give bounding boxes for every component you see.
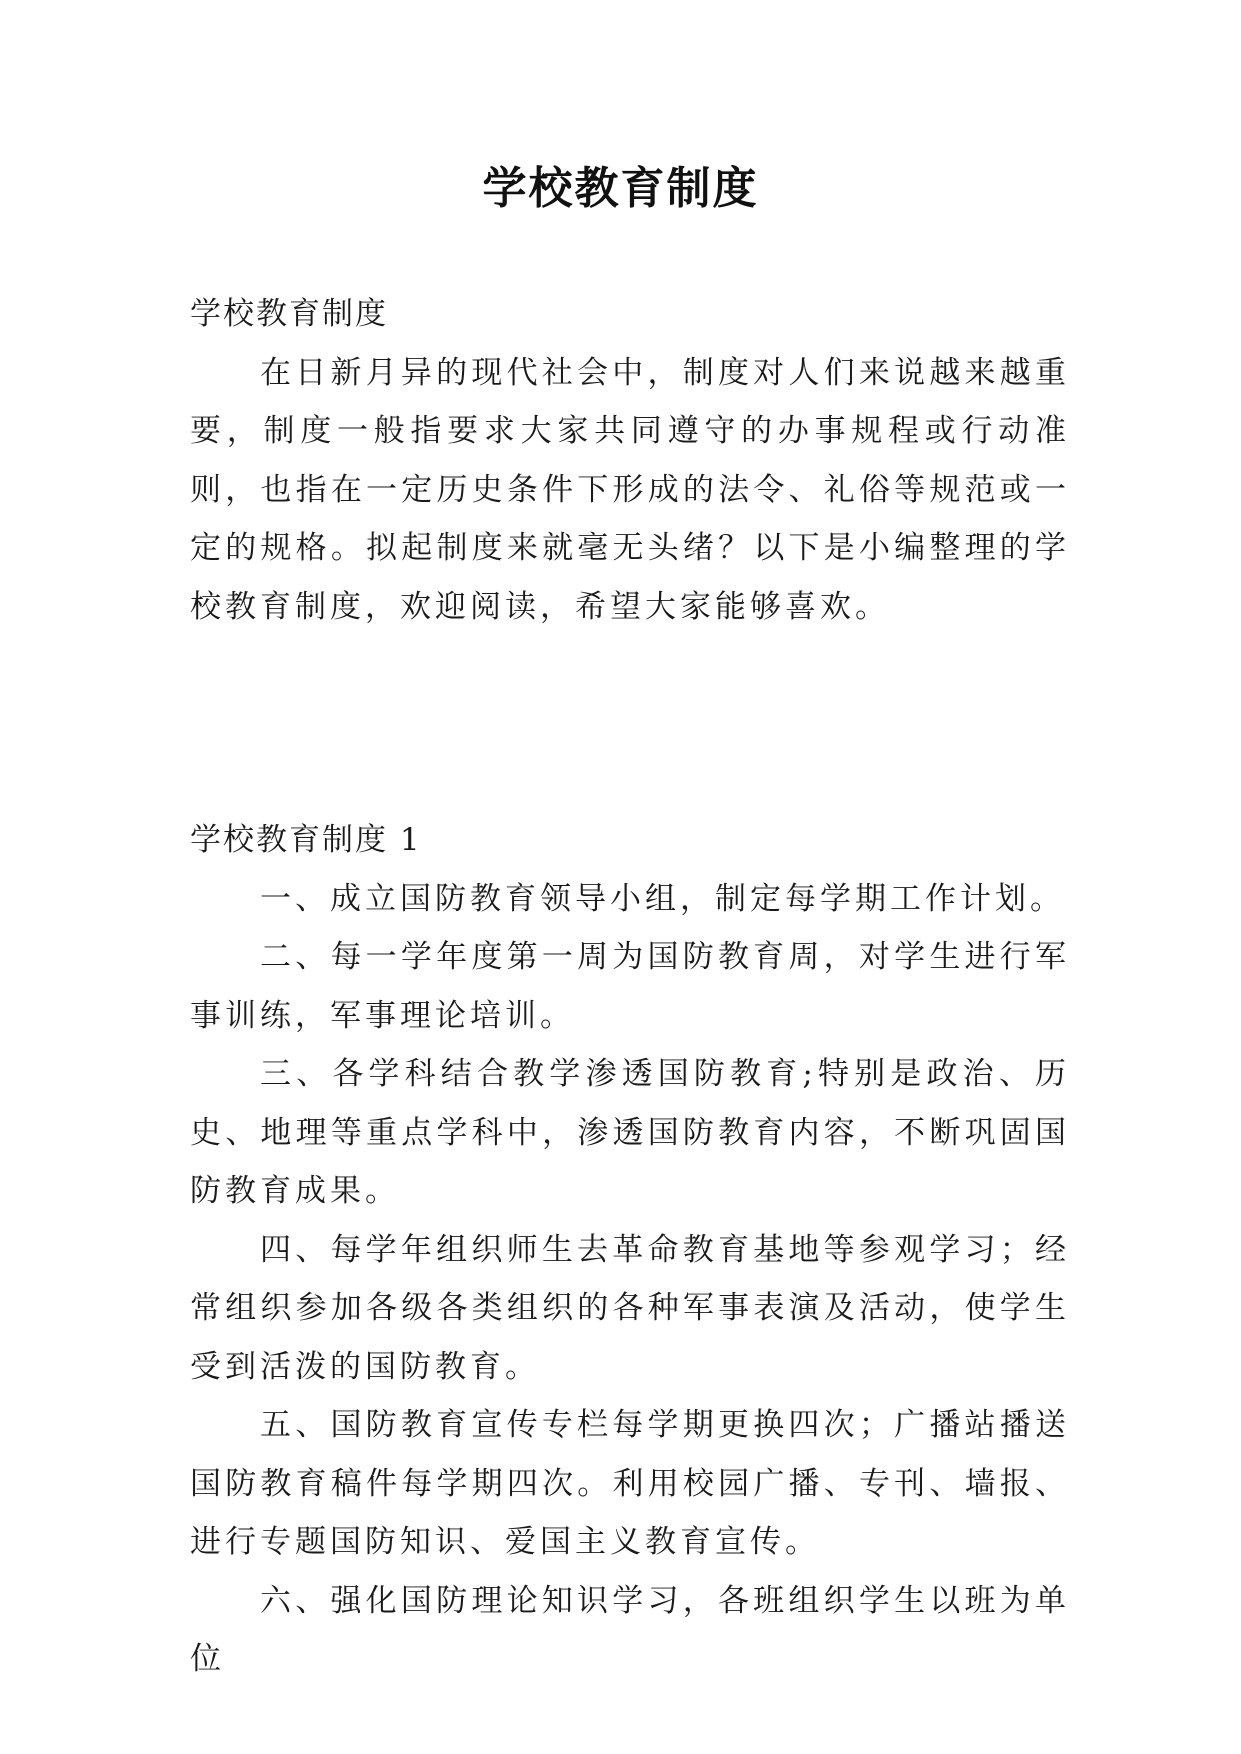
section-heading: 学校教育制度 1	[190, 822, 422, 858]
policy-item-5: 五、国防教育宣传专栏每学期更换四次；广播站播送国防教育稿件每学期四次。利用校园广播、专刊、墙报、进行专题国防知识、爱国主义教育宣传。	[190, 1407, 1070, 1560]
section-spacer	[190, 636, 1070, 811]
policy-item-6: 六、强化国防理论知识学习，各班组织学生以班为单位	[190, 1582, 1070, 1677]
policy-item-1: 一、成立国防教育领导小组，制定每学期工作计划。	[260, 880, 1065, 917]
document-body	[190, 285, 1070, 1689]
policy-item-3: 三、各学科结合教学渗透国防教育;特别是政治、历史、地理等重点学科中，渗透国防教育内容，不断巩固国防教育成果。	[190, 1056, 1070, 1209]
policy-item-4: 四、每学年组织师生去革命教育基地等参观学习；经常组织参加各级各类组织的各种军事表演及活动，使学生受到活泼的国防教育。	[190, 1231, 1070, 1385]
policy-item-2: 二、每一学年度第一周为国防教育周，对学生进行军事训练，军事理论培训。	[190, 939, 1070, 1034]
document-title: 学校教育制度	[482, 163, 759, 214]
intro-paragraph: 在日新月异的现代社会中，制度对人们来说越来越重要，制度一般指要求大家共同遵守的办事规程或行动准则，也指在一定历史条件下形成的法令、礼俗等规范或一定的规格。拟起制度来就毫无头绪？以下是小编整理的学校教育制度，欢迎阅读，希望大家能够喜欢。	[190, 354, 1070, 625]
intro-heading: 学校教育制度	[190, 296, 388, 332]
